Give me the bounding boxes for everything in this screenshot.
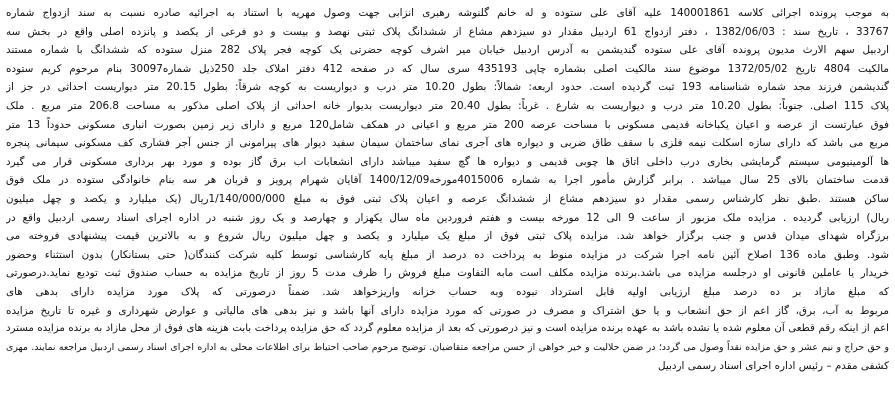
notice-line: مالکیت 4804 تاریخ 1372/05/02 موضوع سند مالکیت اصلی بشماره چاپی 435193 سری سال که در صفحه 412 دفتر املاک جلد 250ذیل شماره30097 بنام مرحوم کریم ستوده: [6, 62, 889, 75]
notice-line: ساکن هستند .طبق نظر کارشناس رسمی مقدار دو سیزدهم مشاع از ششدانگ عرصه و اعیان پلاک ثبتی فوق به مبلغ 1/140/000/000ریال (یک میلیارد و یکصد و چهل میلیون: [6, 192, 889, 205]
notice-line: پلاک 115 اصلی. جنوباً: بطول 10.20 متر درب و دیواریست به شارع . غرباً: بطول 20.40 متر دیواریست بدیوار خانه احداثی از پلاک اصلی مذکور به مساحت 206.8 متر مربع . ملک: [6, 99, 889, 112]
notice-line: مربع می باشد که دارای سازه اسکلت نیمه فلزی با سقف طاق ضربی و دیواره های آجری نمای ساختمان سیمان سفید دیوار های پیرامونی از جنس آجر فشاری کف مسکونی سیمانی پنجره: [6, 137, 889, 150]
notice-line: اعم از اینکه رقم قطعی آن معلوم شده یا نشده باشد به عهده برنده مزایده است و نیز درصورتی که بعد از مزایده معلوم گردد که حق مزایده پرداخت بابت هزینه های فوق از محل مازاد به برنده مزایده مسترد: [6, 323, 889, 335]
notice-line: مربوط به آب، برق، گاز اعم از حق انشعاب و یا حق اشتراک و مصرف در صورتی که مورد مزایده دارای آنها باشد و نیز بدهی های مالیاتی و عوارض شهرداری و غیره تا تاریخ مزایده: [6, 304, 889, 317]
notice-line: ریال) ارزیابی گردیده . مزایده ملک مزبور از ساعت 9 الی 12 مورخه بیست و هفتم فروردین ماه سال یکهزار و چهارصد و یک روز شنبه در اداره اجرای اسناد رسمی اردبیل واقع در: [6, 211, 889, 224]
notice-line: گندیشمن فرزند مجد شماره شناسنامه 193 ثبت گردیده است. حدود اربعه: شمالاً: بطول 10.20 متر درب و دیواریست به کوچه شرقاً: بطول 20.15 متر دیواریست احداثی در جز از: [6, 81, 889, 94]
notice-line: فوق عبارتست از عرصه و اعیان یکباخانه قدیمی مسکونی با مساحت عرصه 200 متر مربع و اعیانی در همکف شامل120 مربع و دارای زیر زمین بصورت انباری مسکونی حدوداً 13 متر: [6, 118, 889, 131]
notice-line: به موجب پرونده اجرائی کلاسه 140001861 علیه آقای علی ستوده و له خانم گلنوشه رهبری انزابی جهت وصول مهریه با استناد به اجرائیه صادره نسبت به سند ازدواج شماره: [6, 7, 889, 19]
notice-line: 33767 ، تاریخ سند : 1382/06/03 ، دفتر ازدواج 61 اردبیل مقدار دو سیزدهم مشاع از ششدانگ پلاک ثبتی نهصد و بیست و دو فرعی از یکصد و پانزده اصلی واقع در بخش سه: [6, 25, 889, 38]
notice-line: قدمت ساختمان بالای 25 سال میباشد . برابر گزارش مأمور اجرا به شماره 4015006مورخه1400/12/09 آقایان شهرام پرویز و قربان هر سه بنام خانوادگی ستوده در ملک فوق: [6, 174, 889, 187]
notice-line: که مبلغ مازاد بر ده درصد مبلغ ارزیابی اولیه قابل استرداد نبوده وبه حساب خزانه واریزخواهد شد. ضمناً درصورتی که پلاک مورد مزایده دارای بدهی های: [6, 285, 889, 298]
notice-line: ها آلومینیومی سیستم گرمایشی بخاری درب داخلی اتاق ها چوبی قدیمی و دیواره ها گچ سفید میباشد دارای انشعابات اب برق گاز بوده و مورد بهر برداری مسکونی قرار می گیرد: [6, 155, 889, 168]
notice-line: شود. وطبق ماده 136 اصلاح آئین نامه اجرا شرکت در مزایده منوط به پرداخت ده درصد از مبلغ پایه کارشناسی توسط کلیه شرکت کنندگان( حتی بستانکار) بدون استثناء وحضور: [6, 248, 889, 261]
notice-line: اردبیل سهم الارث مدیون پرونده آقای علی ستوده گندیشمن به آدرس اردبیل خیابان میر اشرف کوچه حضرتی یک کوچه فجر پلاک 282 منزل ستوده که ششدانگ با شماره مستند: [6, 44, 889, 57]
notice-line: برزگراه شهدای میدان قدس و جنب برگزار خواهد شد. مزایده پلاک ثبتی فوق از مبلغ یک میلیارد و یکصد و چهل میلیون ریال شروع و به بالاترین قیمت پیشنهادی فروخته می: [6, 230, 889, 243]
notice-line: خریدار یا عاملین قانونی او درجلسه مزایده می باشد.برنده مزایده مکلف است مابه التفاوت مبلغ فروش را ظرف مدت 5 روز از تاریخ مزایده به حساب صندوق ثبت تودیع نماید.درصورتی: [6, 267, 889, 280]
notice-line: و حق حراج و نیم عشر و حق مزایده نقداً وصول می گردد؛ در ضمن حلالیت و خیر خواهی از حسن مراجعه متقاضیان. توضیح مرحوم صاحب احتیاط برای اطلاعات محلی به اداره اجرای اسناد رسمی اردبیل مراجعه نمایند. مهری: [6, 341, 889, 353]
notice-signature: کشفی مقدم – رئیس اداره اجرای اسناد رسمی اردبیل: [657, 360, 889, 373]
